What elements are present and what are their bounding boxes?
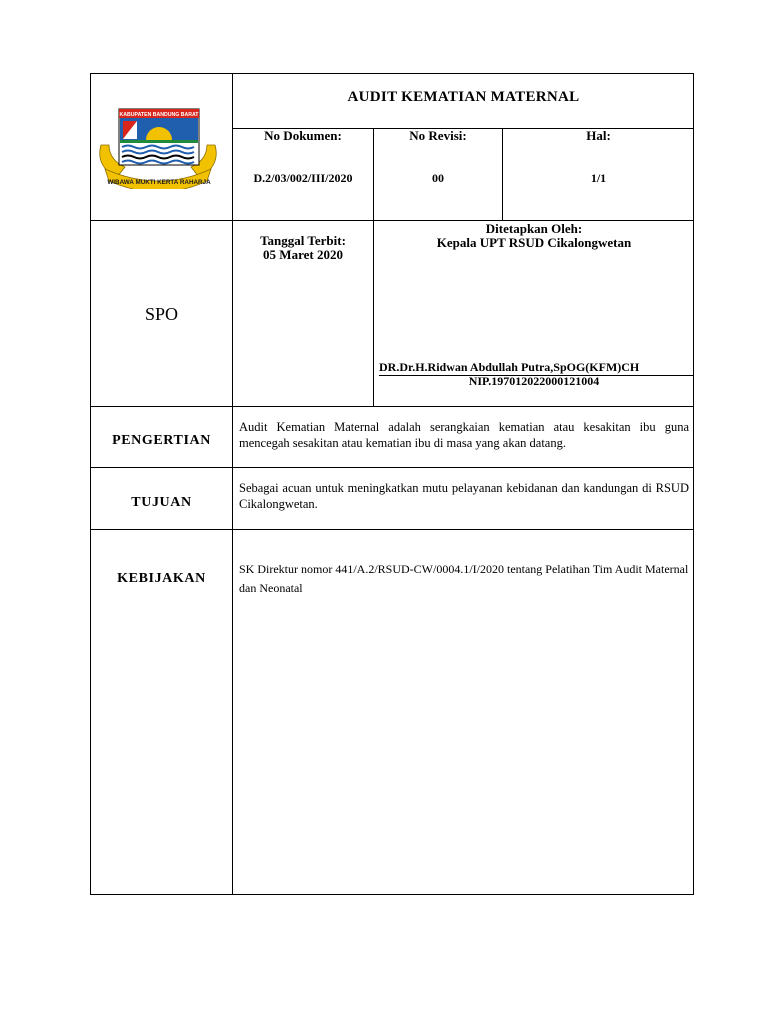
hal-value: 1/1 [590,171,607,185]
kebijakan-label: KEBIJAKAN [117,571,206,586]
no-dokumen-value: D.2/03/002/III/2020 [253,171,353,185]
tujuan-label: TUJUAN [131,495,192,510]
spo-document [90,73,694,895]
pengertian-bottom-divider [91,467,694,468]
pengertian-label: PENGERTIAN [112,433,211,448]
kebijakan-text: SK Direktur nomor 441/A.2/RSUD-CW/0004.1/I/2020 tentang Pelatihan Tim Audit Maternal dan Neonatal [239,562,689,595]
tanggal-terbit-value: 05 Maret 2020 [263,247,343,262]
kabupaten-bandung-barat-emblem-icon [95,97,221,189]
tanggal-terbit-label: Tanggal Terbit: [260,233,346,248]
hal-label: Hal: [586,128,611,143]
signer-name: DR.Dr.H.Ridwan Abdullah Putra,SpOG(KFM)CH [379,360,693,376]
no-dokumen-label: No Dokumen: [264,128,342,143]
left-column-divider [232,74,233,895]
ditetapkan-title: Kepala UPT RSUD Cikalongwetan [436,235,632,250]
kabupaten-logo [95,97,221,189]
logo-bottom-ribbon-text: WIBAWA MUKTI KERTA RAHARJA [107,179,211,186]
logo-top-ribbon-text: KABUPATEN BANDUNG BARAT [119,112,199,118]
pengertian-text: Audit Kematian Maternal adalah serangkaian kematian atau kesakitan ibu guna mencegah sesakitan atau kematian ibu di masa yang akan datang. [239,420,689,450]
tujuan-text: Sebagai acuan untuk meningkatkan mutu pelayanan kebidanan dan kandungan di RSUD Cikalongwetan. [239,481,689,511]
spo-bottom-divider [91,406,694,407]
spo-label: SPO [144,304,179,324]
tujuan-bottom-divider [91,529,694,530]
no-revisi-value: 00 [432,171,444,185]
document-title: AUDIT KEMATIAN MATERNAL [347,89,580,105]
signer-nip: NIP.197012022000121004 [468,374,600,388]
no-revisi-label: No Revisi: [409,128,467,143]
ditetapkan-label: Ditetapkan Oleh: [485,221,583,236]
